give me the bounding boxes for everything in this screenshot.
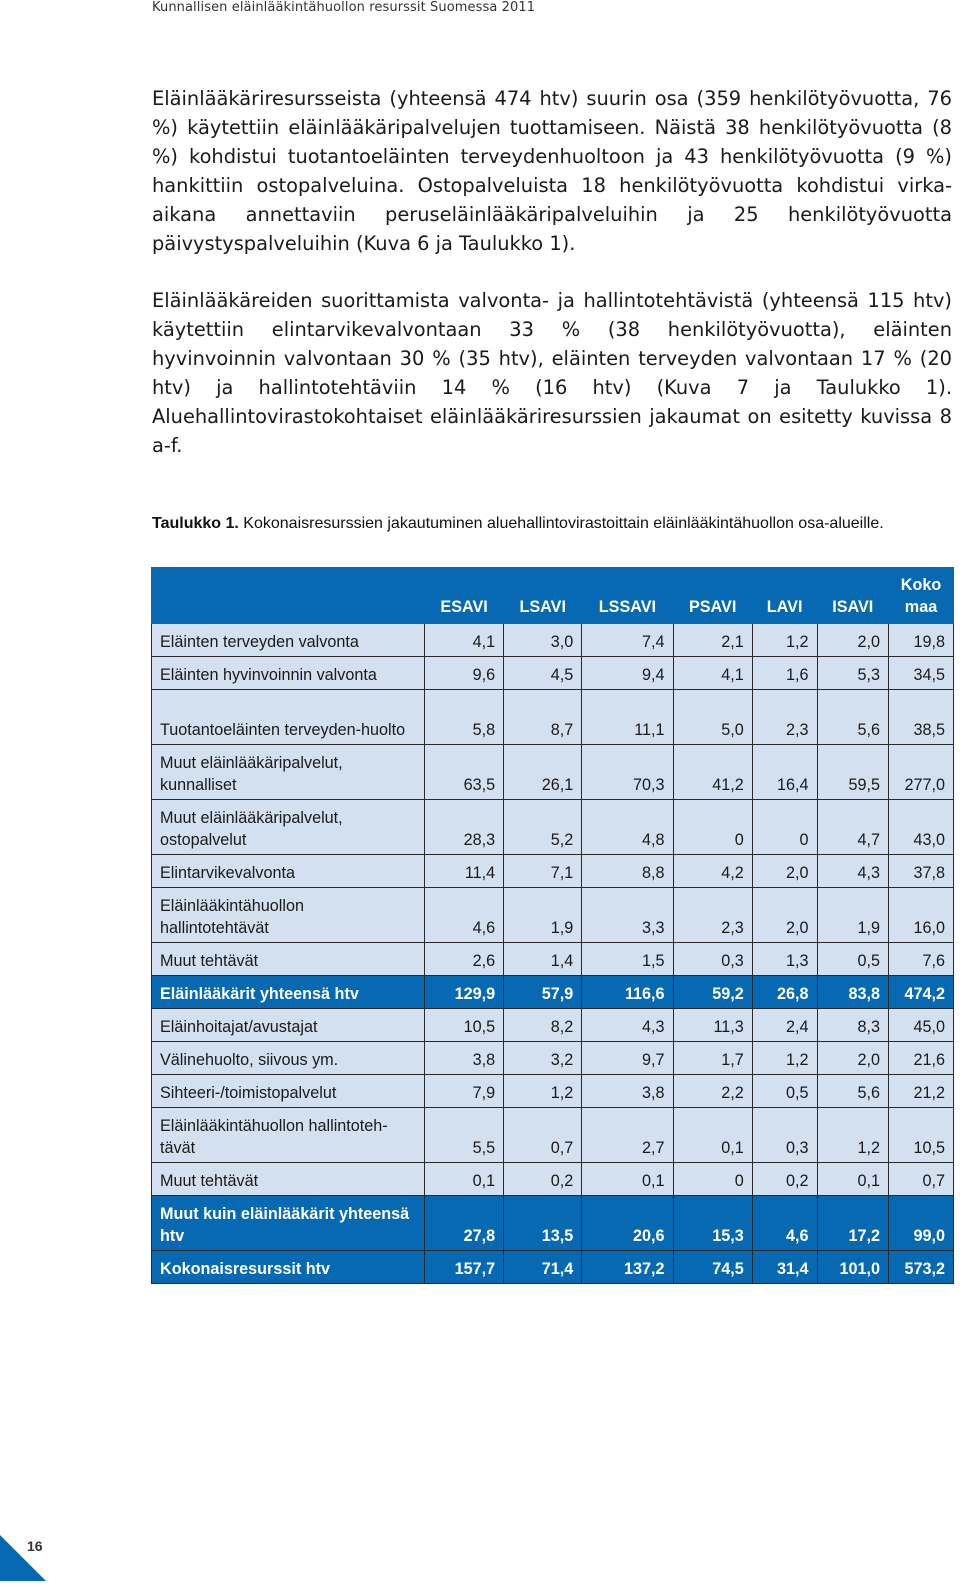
table-caption (152, 513, 950, 534)
table-header-row (152, 568, 954, 624)
row-value: 59,2 (673, 976, 752, 1009)
row-value: 3,8 (582, 1075, 673, 1108)
row-value: 45,0 (889, 1009, 954, 1042)
row-value: 63,5 (425, 745, 504, 800)
column-header-lsavi: LSAVI (504, 568, 582, 624)
body-paragraph-2: Eläinlääkäreiden suorittamista valvonta- ja hallintotehtävistä (yhteensä 115 htv) käytettiin elintarvikevalvontaan 33 % (38 henkilötyövuotta), eläinten hyvinvoinnin valvontaan 30 % (35 htv), eläinten terveyden valvontaan 17 % (20 htv) ja hallintotehtäviin 14 % (16 htv) (Kuva 7 ja Taulukko 1). Aluehallintovirastokohtaiset eläinlääkäriresurssien jakaumat on esitetty kuvissa 8 a-f. (152, 289, 952, 457)
row-value: 277,0 (889, 745, 954, 800)
row-value: 11,1 (582, 690, 673, 745)
row-value: 1,5 (582, 943, 673, 976)
row-value: 10,5 (425, 1009, 504, 1042)
row-value: 26,8 (752, 976, 817, 1009)
row-value: 0,7 (504, 1108, 582, 1163)
row-label: Eläinten terveyden valvonta (152, 624, 425, 657)
row-value: 1,2 (504, 1075, 582, 1108)
row-label: Tuotantoeläinten terveyden-huolto (152, 690, 425, 745)
table-row (152, 745, 954, 800)
row-label: Muut eläinlääkäripalvelut, kunnalliset (152, 745, 425, 800)
row-value: 31,4 (752, 1251, 817, 1284)
row-value: 11,3 (673, 1009, 752, 1042)
row-value: 0,1 (425, 1163, 504, 1196)
table-caption-label: Taulukko 1. (152, 515, 239, 532)
row-value: 0 (673, 1163, 752, 1196)
row-label: Sihteeri-/toimistopalvelut (152, 1075, 425, 1108)
row-value: 0,1 (582, 1163, 673, 1196)
row-value: 26,1 (504, 745, 582, 800)
row-label: Eläinlääkintähuollon hallintotehtävät (152, 888, 425, 943)
row-value: 474,2 (889, 976, 954, 1009)
row-value: 0,7 (889, 1163, 954, 1196)
table-row (152, 624, 954, 657)
row-value: 1,3 (752, 943, 817, 976)
row-value: 573,2 (889, 1251, 954, 1284)
row-value: 2,6 (425, 943, 504, 976)
table-row (152, 1163, 954, 1196)
row-value: 0 (752, 800, 817, 855)
row-value: 4,2 (673, 855, 752, 888)
row-value: 9,7 (582, 1042, 673, 1075)
row-value: 3,8 (425, 1042, 504, 1075)
table-caption-text: Kokonaisresurssien jakautuminen aluehallintovirastoittain eläinlääkintähuollon osa-alueille. (243, 515, 884, 532)
row-value: 1,7 (673, 1042, 752, 1075)
row-value: 10,5 (889, 1108, 954, 1163)
table-row (152, 657, 954, 690)
table-row (152, 888, 954, 943)
row-value: 4,3 (817, 855, 888, 888)
row-label: Kokonaisresurssit htv (152, 1251, 425, 1284)
row-value: 4,1 (425, 624, 504, 657)
row-value: 1,2 (817, 1108, 888, 1163)
row-value: 0,2 (752, 1163, 817, 1196)
table-row (152, 1108, 954, 1163)
row-value: 0,3 (752, 1108, 817, 1163)
row-value: 116,6 (582, 976, 673, 1009)
column-header-lssavi: LSSAVI (582, 568, 673, 624)
row-value: 15,3 (673, 1196, 752, 1251)
row-value: 2,3 (752, 690, 817, 745)
row-label: Elintarvikevalvonta (152, 855, 425, 888)
row-value: 3,3 (582, 888, 673, 943)
row-value: 2,4 (752, 1009, 817, 1042)
row-value: 1,9 (504, 888, 582, 943)
row-value: 4,6 (425, 888, 504, 943)
row-value: 8,8 (582, 855, 673, 888)
row-value: 37,8 (889, 855, 954, 888)
row-value: 8,2 (504, 1009, 582, 1042)
row-label: Muut tehtävät (152, 943, 425, 976)
row-value: 83,8 (817, 976, 888, 1009)
row-value: 1,2 (752, 624, 817, 657)
row-value: 16,0 (889, 888, 954, 943)
row-value: 5,5 (425, 1108, 504, 1163)
row-value: 4,7 (817, 800, 888, 855)
row-label: Muut tehtävät (152, 1163, 425, 1196)
row-value: 43,0 (889, 800, 954, 855)
row-value: 13,5 (504, 1196, 582, 1251)
row-value: 21,6 (889, 1042, 954, 1075)
row-value: 2,1 (673, 624, 752, 657)
row-value: 2,3 (673, 888, 752, 943)
row-value: 9,6 (425, 657, 504, 690)
body-paragraph-1: Eläinlääkäriresursseista (yhteensä 474 htv) suurin osa (359 henkilötyövuotta, 76 %) käytettiin eläinlääkäripalvelujen tuottamiseen. Näistä 38 henkilötyövuotta (8 %) kohdistui tuotantoeläinten terveydenhuoltoon ja 43 henkilötyövuotta (9 %) hankittiin ostopalveluina. Ostopalveluista 18 henkilötyövuotta kohdistui virka-aikana annettaviin peruseläinlääkäripalveluihin ja 25 henkilötyövuotta päivystyspalveluihin (Kuva 6 ja Taulukko 1). (152, 87, 952, 255)
row-value: 99,0 (889, 1196, 954, 1251)
row-value: 28,3 (425, 800, 504, 855)
row-value: 5,6 (817, 1075, 888, 1108)
row-value: 4,8 (582, 800, 673, 855)
row-value: 0,2 (504, 1163, 582, 1196)
row-label: Muut eläinlääkäripalvelut, ostopalvelut (152, 800, 425, 855)
table-row (152, 1196, 954, 1251)
row-value: 38,5 (889, 690, 954, 745)
row-label: Muut kuin eläinlääkärit yhteensä htv (152, 1196, 425, 1251)
table-row (152, 1251, 954, 1284)
row-value: 59,5 (817, 745, 888, 800)
row-value: 7,1 (504, 855, 582, 888)
column-header-koko-maa: Koko maa (889, 568, 954, 624)
row-value: 5,8 (425, 690, 504, 745)
row-value: 157,7 (425, 1251, 504, 1284)
row-value: 0,1 (673, 1108, 752, 1163)
row-value: 3,0 (504, 624, 582, 657)
table-row (152, 976, 954, 1009)
column-header-esavi: ESAVI (425, 568, 504, 624)
column-header-isavi: ISAVI (817, 568, 888, 624)
row-label: Eläinhoitajat/avustajat (152, 1009, 425, 1042)
row-value: 0,5 (752, 1075, 817, 1108)
row-value: 19,8 (889, 624, 954, 657)
row-label: Eläinlääkärit yhteensä htv (152, 976, 425, 1009)
row-value: 0 (673, 800, 752, 855)
table-row (152, 943, 954, 976)
row-value: 2,2 (673, 1075, 752, 1108)
row-value: 4,3 (582, 1009, 673, 1042)
row-value: 41,2 (673, 745, 752, 800)
row-label: Eläinten hyvinvoinnin valvonta (152, 657, 425, 690)
table-row (152, 855, 954, 888)
table-row (152, 1075, 954, 1108)
column-header-lavi: LAVI (752, 568, 817, 624)
row-value: 1,2 (752, 1042, 817, 1075)
row-value: 27,8 (425, 1196, 504, 1251)
row-value: 137,2 (582, 1251, 673, 1284)
table-row (152, 690, 954, 745)
running-header: Kunnallisen eläinlääkintähuollon resurssit Suomessa 2011 (152, 0, 536, 15)
row-value: 0,1 (817, 1163, 888, 1196)
row-value: 7,9 (425, 1075, 504, 1108)
row-value: 2,7 (582, 1108, 673, 1163)
row-value: 16,4 (752, 745, 817, 800)
row-value: 17,2 (817, 1196, 888, 1251)
row-value: 4,1 (673, 657, 752, 690)
row-value: 2,0 (752, 888, 817, 943)
header-corner-cell (152, 568, 425, 624)
column-header-psavi: PSAVI (673, 568, 752, 624)
page-number: 16 (27, 1538, 43, 1554)
row-value: 1,4 (504, 943, 582, 976)
row-value: 57,9 (504, 976, 582, 1009)
resource-table (151, 567, 954, 1284)
row-value: 7,4 (582, 624, 673, 657)
row-value: 2,0 (817, 624, 888, 657)
row-value: 74,5 (673, 1251, 752, 1284)
row-value: 34,5 (889, 657, 954, 690)
row-value: 2,0 (752, 855, 817, 888)
row-value: 5,3 (817, 657, 888, 690)
row-value: 5,6 (817, 690, 888, 745)
row-value: 101,0 (817, 1251, 888, 1284)
table-row (152, 800, 954, 855)
row-value: 1,9 (817, 888, 888, 943)
row-value: 4,5 (504, 657, 582, 690)
row-label: Välinehuolto, siivous ym. (152, 1042, 425, 1075)
row-label: Eläinlääkintähuollon hallintoteh-tävät (152, 1108, 425, 1163)
row-value: 8,3 (817, 1009, 888, 1042)
row-value: 2,0 (817, 1042, 888, 1075)
row-value: 0,3 (673, 943, 752, 976)
row-value: 21,2 (889, 1075, 954, 1108)
row-value: 20,6 (582, 1196, 673, 1251)
row-value: 1,6 (752, 657, 817, 690)
table-row (152, 1042, 954, 1075)
row-value: 0,5 (817, 943, 888, 976)
row-value: 70,3 (582, 745, 673, 800)
row-value: 5,2 (504, 800, 582, 855)
row-value: 7,6 (889, 943, 954, 976)
row-value: 5,0 (673, 690, 752, 745)
row-value: 8,7 (504, 690, 582, 745)
row-value: 11,4 (425, 855, 504, 888)
row-value: 4,6 (752, 1196, 817, 1251)
table-row (152, 1009, 954, 1042)
row-value: 129,9 (425, 976, 504, 1009)
row-value: 3,2 (504, 1042, 582, 1075)
row-value: 71,4 (504, 1251, 582, 1284)
row-value: 9,4 (582, 657, 673, 690)
